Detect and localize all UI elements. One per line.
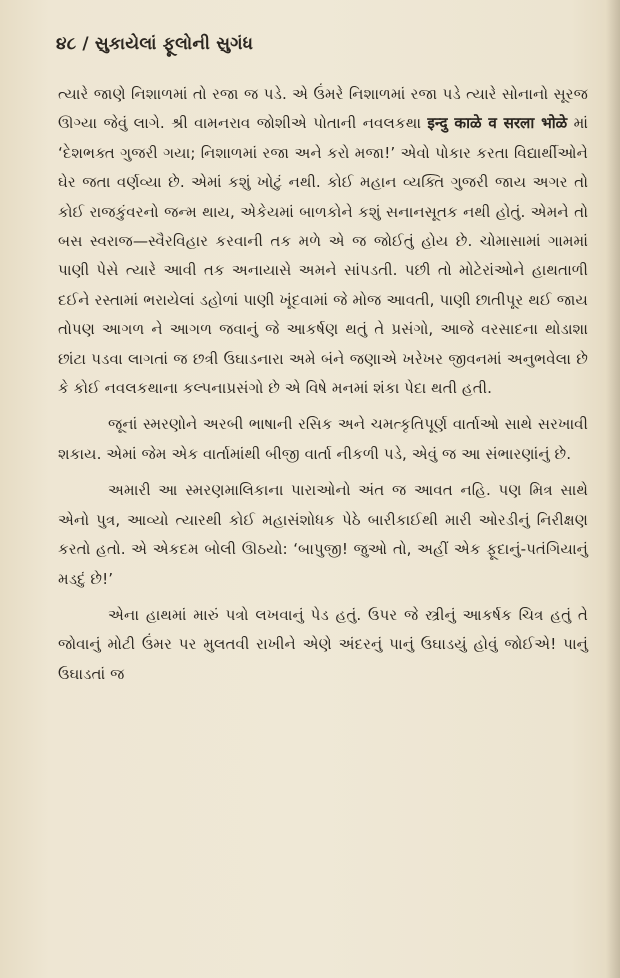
paragraph-1-part-1: ત્યારે જાણે નિશાળમાં તો રજા જ પડે. એ ઉંમરે નિશાળમાં રજા પડે ત્યારે સોનાનો સૂરજ ઊગ્યા જેવું લાગે. શ્રી વામનરાવ જોશીએ પોતાની નવલકથા [58,85,588,133]
page-edge-shadow [606,0,620,978]
paragraph-3: અમારી આ સ્મરણમાલિકાના પારાઓનો અંત જ આવત નહિ. પણ મિત્ર સાથે એનો પુત્ર, આવ્યો ત્યારથી કોઈ મહાસંશોધક પેઠે બારીકાઈથી મારી ઓરડીનું નિરીક્ષણ કરતો હતો. એ એકદમ બોલી ઊઠયો: ‘બાપુજી! જુઓ તો, અહીં એક ફૂદાનું-પતંગિયાનું મડદું છે!’ [58,481,588,588]
paragraph-1-part-2: માં ‘દેશભક્ત ગુજરી ગયા; નિશાળમાં રજા અને કરો મજા!’ એવો પોકાર કરતા વિદ્યાર્થીઓને ઘેર જતા વર્ણવ્યા છે. એમાં કશું ખોટું નથી. કોઈ મહાન વ્યક્તિ ગુજરી જાય અગર તો કોઈ રાજકુંવરનો જન્મ થાય, એકેયમાં બાળકોને કશું સનાનસૂતક નથી હોતું. એમને તો બસ સ્વરાજ—સ્વૈરવિહાર કરવાની તક મળે એ જ જોઈતું હોય છે. ચોમાસામાં ગામમાં પાણી પેસે ત્યારે આવી તક અનાયાસે અમને સાંપડતી. પછી તો મોટેરાંઓને હાથતાળી દઈને રસ્તામાં ભરાયેલાં ડહોળાં પાણી ખૂંદવામાં જે મોજ આવતી, પાણી છાતીપૂર થઈ જાય તોપણ આગળ ને આગળ જવાનું જે આકર્ષણ થતું તે પ્રસંગો, આજે વરસાદના થોડાશા છાંટા પડવા લાગતાં જ છત્રી ઉઘાડનારા અમે બંને જણાએ ખરેખર જીવનમાં અનુભવેલા છે કે કોઈ નવલકથાના કલ્પનાપ્રસંગો છે એ વિષે મનમાં શંકા પેદા થતી હતી. [58,114,589,398]
paragraph-4: એના હાથમાં મારું પત્રો લખવાનું પેડ હતું. ઉપર જે સ્ત્રીનું આકર્ષક ચિત્ર હતું તે જોવાનું મોટી ઉંમર પર મુલતવી રાખીને એણે અંદરનું પાનું ઉઘાડયું હોવું જોઈએ! પાનું ઉઘાડતાં જ [58,605,588,683]
paragraph-2: જૂનાં સ્મરણોને અરબી ભાષાની રસિક અને ચમત્કૃતિપૂર્ણ વાર્તાઓ સાથે સરખાવી શકાય. એમાં જેમ એક વાર્તામાંથી બીજી વાર્તા નીકળી પડે, એવું જ આ સંભારણાંનું છે. [58,415,588,463]
running-head: ૪૮ / સુકાયેલાં ફૂલોની સુગંધ [56,34,254,54]
paragraph-1 [58,80,588,403]
novel-title: इन्दु काळे व सरला भोळे [427,114,568,133]
body-text [58,80,588,689]
